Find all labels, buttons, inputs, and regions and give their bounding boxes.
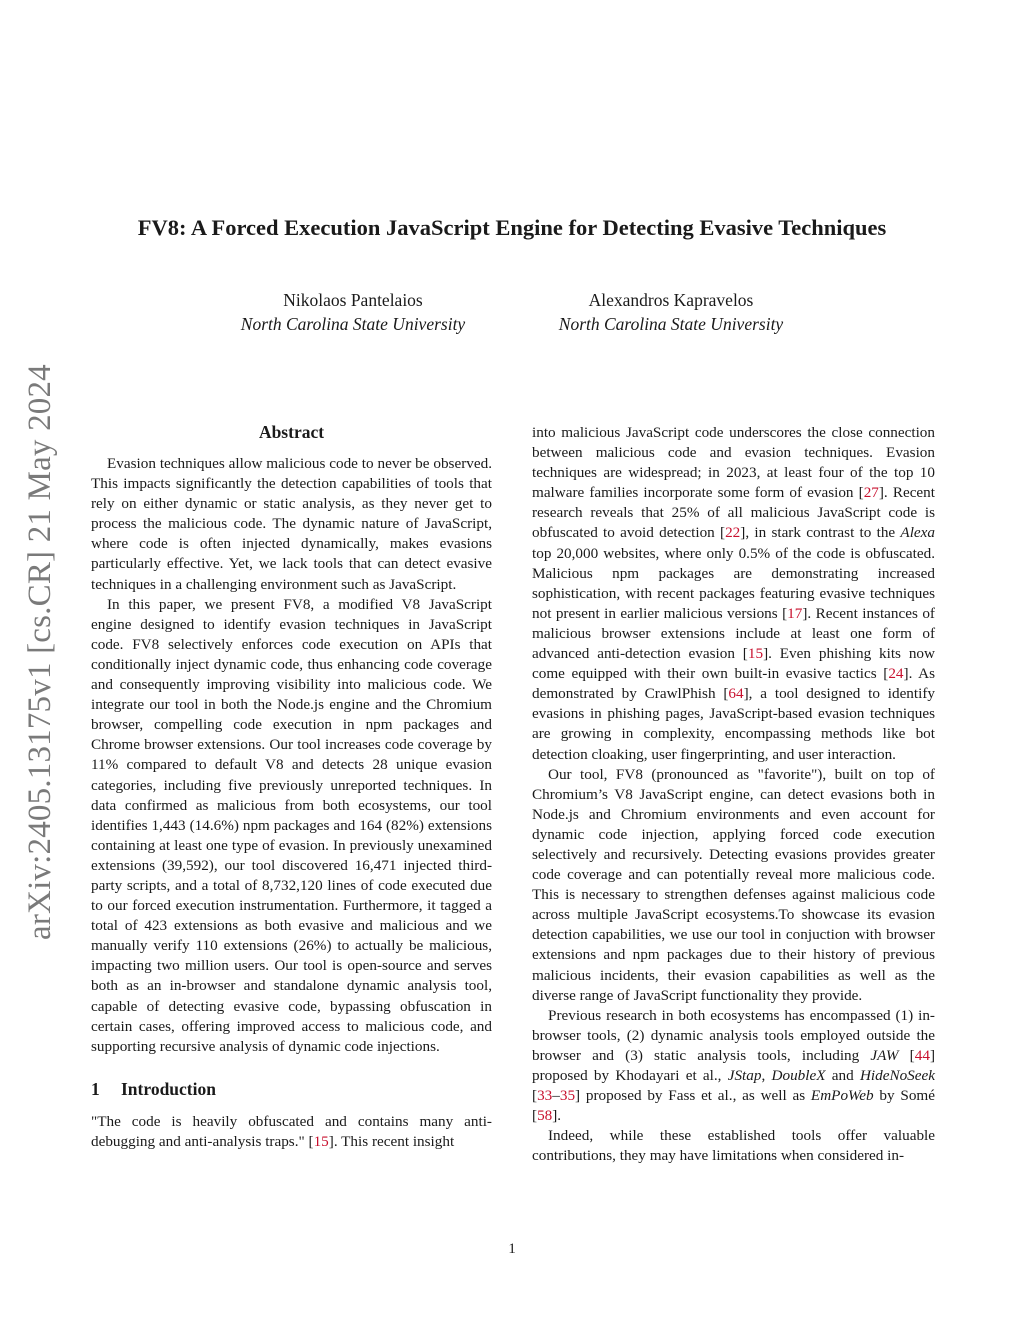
citation-link[interactable]: 24	[888, 665, 904, 683]
author-affiliation: North Carolina State University	[240, 314, 466, 334]
intro-paragraph-start: "The code is heavily obfuscated and contains many anti-debugging and anti-analysis traps." [15]. This recent insight	[91, 1112, 492, 1150]
section-title: Introduction	[121, 1078, 216, 1099]
emphasis-text: JAW	[870, 1046, 899, 1064]
abstract-paragraph: Evasion techniques allow malicious code to never be observed. This impacts significantly the detection capabilities of tools that rely on either dynamic or static analysis, as they never get to process the malicious code. The dynamic nature of JavaScript, where code is often injected dynamically, makes evasions particularly effective. Yet, we lack tools that can detect evasive techniques in a challenging environment such as JavaScript.	[91, 455, 492, 593]
paper-title: FV8: A Forced Execution JavaScript Engine for Detecting Evasive Techniques	[137, 215, 887, 240]
right-column	[532, 423, 935, 1166]
author-name: Alexandros Kapravelos	[588, 290, 754, 310]
left-column	[91, 421, 492, 1152]
citation-link[interactable]: 15	[747, 645, 764, 663]
emphasis-text: Alexa	[900, 524, 935, 542]
page-number: 1	[508, 1240, 516, 1257]
citation-link[interactable]: 27	[863, 484, 879, 502]
intro-paragraph-continued: into malicious JavaScript code underscores the close connection between malicious code and evasion techniques. Evasion techniques are widespread; in 2023, at least four of the top 10 malware families incorporate some form of evasion [27]. Recent research reveals that 25% of all malicious JavaScript code is obfuscated to avoid detection [22], in stark contrast to the Alexa top 20,000 websites, where only 0.5% of the code is obfuscated. Malicious npm packages are demonstrating increased sophistication, with recent packages featuring evasive techniques not present in earlier malicious versions [17]. Recent instances of malicious browser extensions include at least one form of advanced anti-detection evasion [15]. Even phishing kits now come equipped with their own built-in evasive tactics [24]. As demonstrated by CrawlPhish [64], a tool designed to identify evasions in phishing pages, JavaScript-based evasion techniques are growing in complexity, encompassing methods like bot detection cloaking, user fingerprinting, and user interaction.	[532, 424, 935, 763]
author-name: Nikolaos Pantelaios	[283, 290, 423, 310]
section-heading-introduction	[91, 1078, 492, 1100]
intro-paragraph: Indeed, while these established tools offer valuable contributions, they may have limitations when considered in-	[532, 1127, 935, 1165]
citation-link[interactable]: 58	[537, 1107, 553, 1125]
section-number: 1	[91, 1078, 100, 1099]
citation-link[interactable]: 22	[725, 524, 741, 542]
author-block	[533, 288, 809, 336]
emphasis-text: EmPoWeb	[810, 1087, 874, 1105]
author-affiliation: North Carolina State University	[558, 314, 784, 334]
citation-link[interactable]: 64	[728, 685, 744, 703]
emphasis-text: DoubleX	[771, 1067, 826, 1084]
citation-link[interactable]: 17	[787, 604, 803, 622]
citation-link[interactable]: 33	[537, 1087, 553, 1105]
citation-link[interactable]: 44	[914, 1046, 930, 1064]
citation-link[interactable]: 15	[313, 1132, 329, 1150]
intro-paragraph: Previous research in both ecosystems has encompassed (1) in-browser tools, (2) dynamic analysis tools employed outside the browser and (3) static analysis tools, including JAW [44] proposed by Khodayari et al., JStap, DoubleX and HideNoSeek [33–35] proposed by Fass et al., as well as EmPoWeb by Somé [58].	[532, 1006, 935, 1125]
abstract-paragraph: In this paper, we present FV8, a modified V8 JavaScript engine designed to identify evasion techniques in JavaScript code. FV8 selectively enforces code execution on APIs that conditionally inject dynamic code, thus enhancing code coverage and consequently improving visibility into malicious code. We integrate our tool in both the Node.js engine and the Chromium browser, compelling code execution in npm packages and Chrome browser extensions. Our tool increases code coverage by 11% compared to default V8 and detects 28 unique evasion categories, including five previously unreported techniques. In data confirmed as malicious from both ecosystems, our tool identifies 1,443 (14.6%) npm packages and 164 (82%) extensions containing at least one type of evasion. In previously unexamined extensions (39,592), our tool discovered 16,471 injected third-party scripts, and a total of 8,732,120 lines of code executed due to our forced execution instrumentation. Furthermore, it tagged a total of 423 extensions as both evasive and malicious and we manually verify 110 extensions (26%) to actually be malicious, impacting two million users. Our tool is open-source and serves both as an in-browser and standalone dynamic analysis tool, capable of detecting evasive code, bypassing obfuscation in certain cases, offering improved access to malicious code, and supporting recursive analysis of dynamic code injections.	[91, 595, 492, 1055]
emphasis-text: HideNoSeek	[859, 1067, 935, 1084]
author-block	[215, 288, 491, 336]
arxiv-identifier: arXiv:2405.13175v1 [cs.CR] 21 May 2024	[22, 364, 58, 940]
emphasis-text: JStap	[727, 1067, 762, 1084]
citation-link[interactable]: 35	[559, 1087, 576, 1105]
abstract-heading: Abstract	[258, 422, 325, 442]
intro-paragraph: Our tool, FV8 (pronounced as "favorite"), built on top of Chromium’s V8 JavaScript engine, can detect evasions both in Node.js and Chromium environments and even account for dynamic code injection, applying forced code execution selectively and recursively. Detecting evasions provides greater code coverage and can potentially reveal more malicious code. This is necessary to strengthen defenses against malicious code across multiple JavaScript ecosystems.To showcase its evasion detection capabilities, we use our tool in conjuction with browser extensions and npm packages due to their history of previous malicious incidents, their evasion capabilities as well as the diverse range of JavaScript functionality they provide.	[532, 765, 935, 1004]
